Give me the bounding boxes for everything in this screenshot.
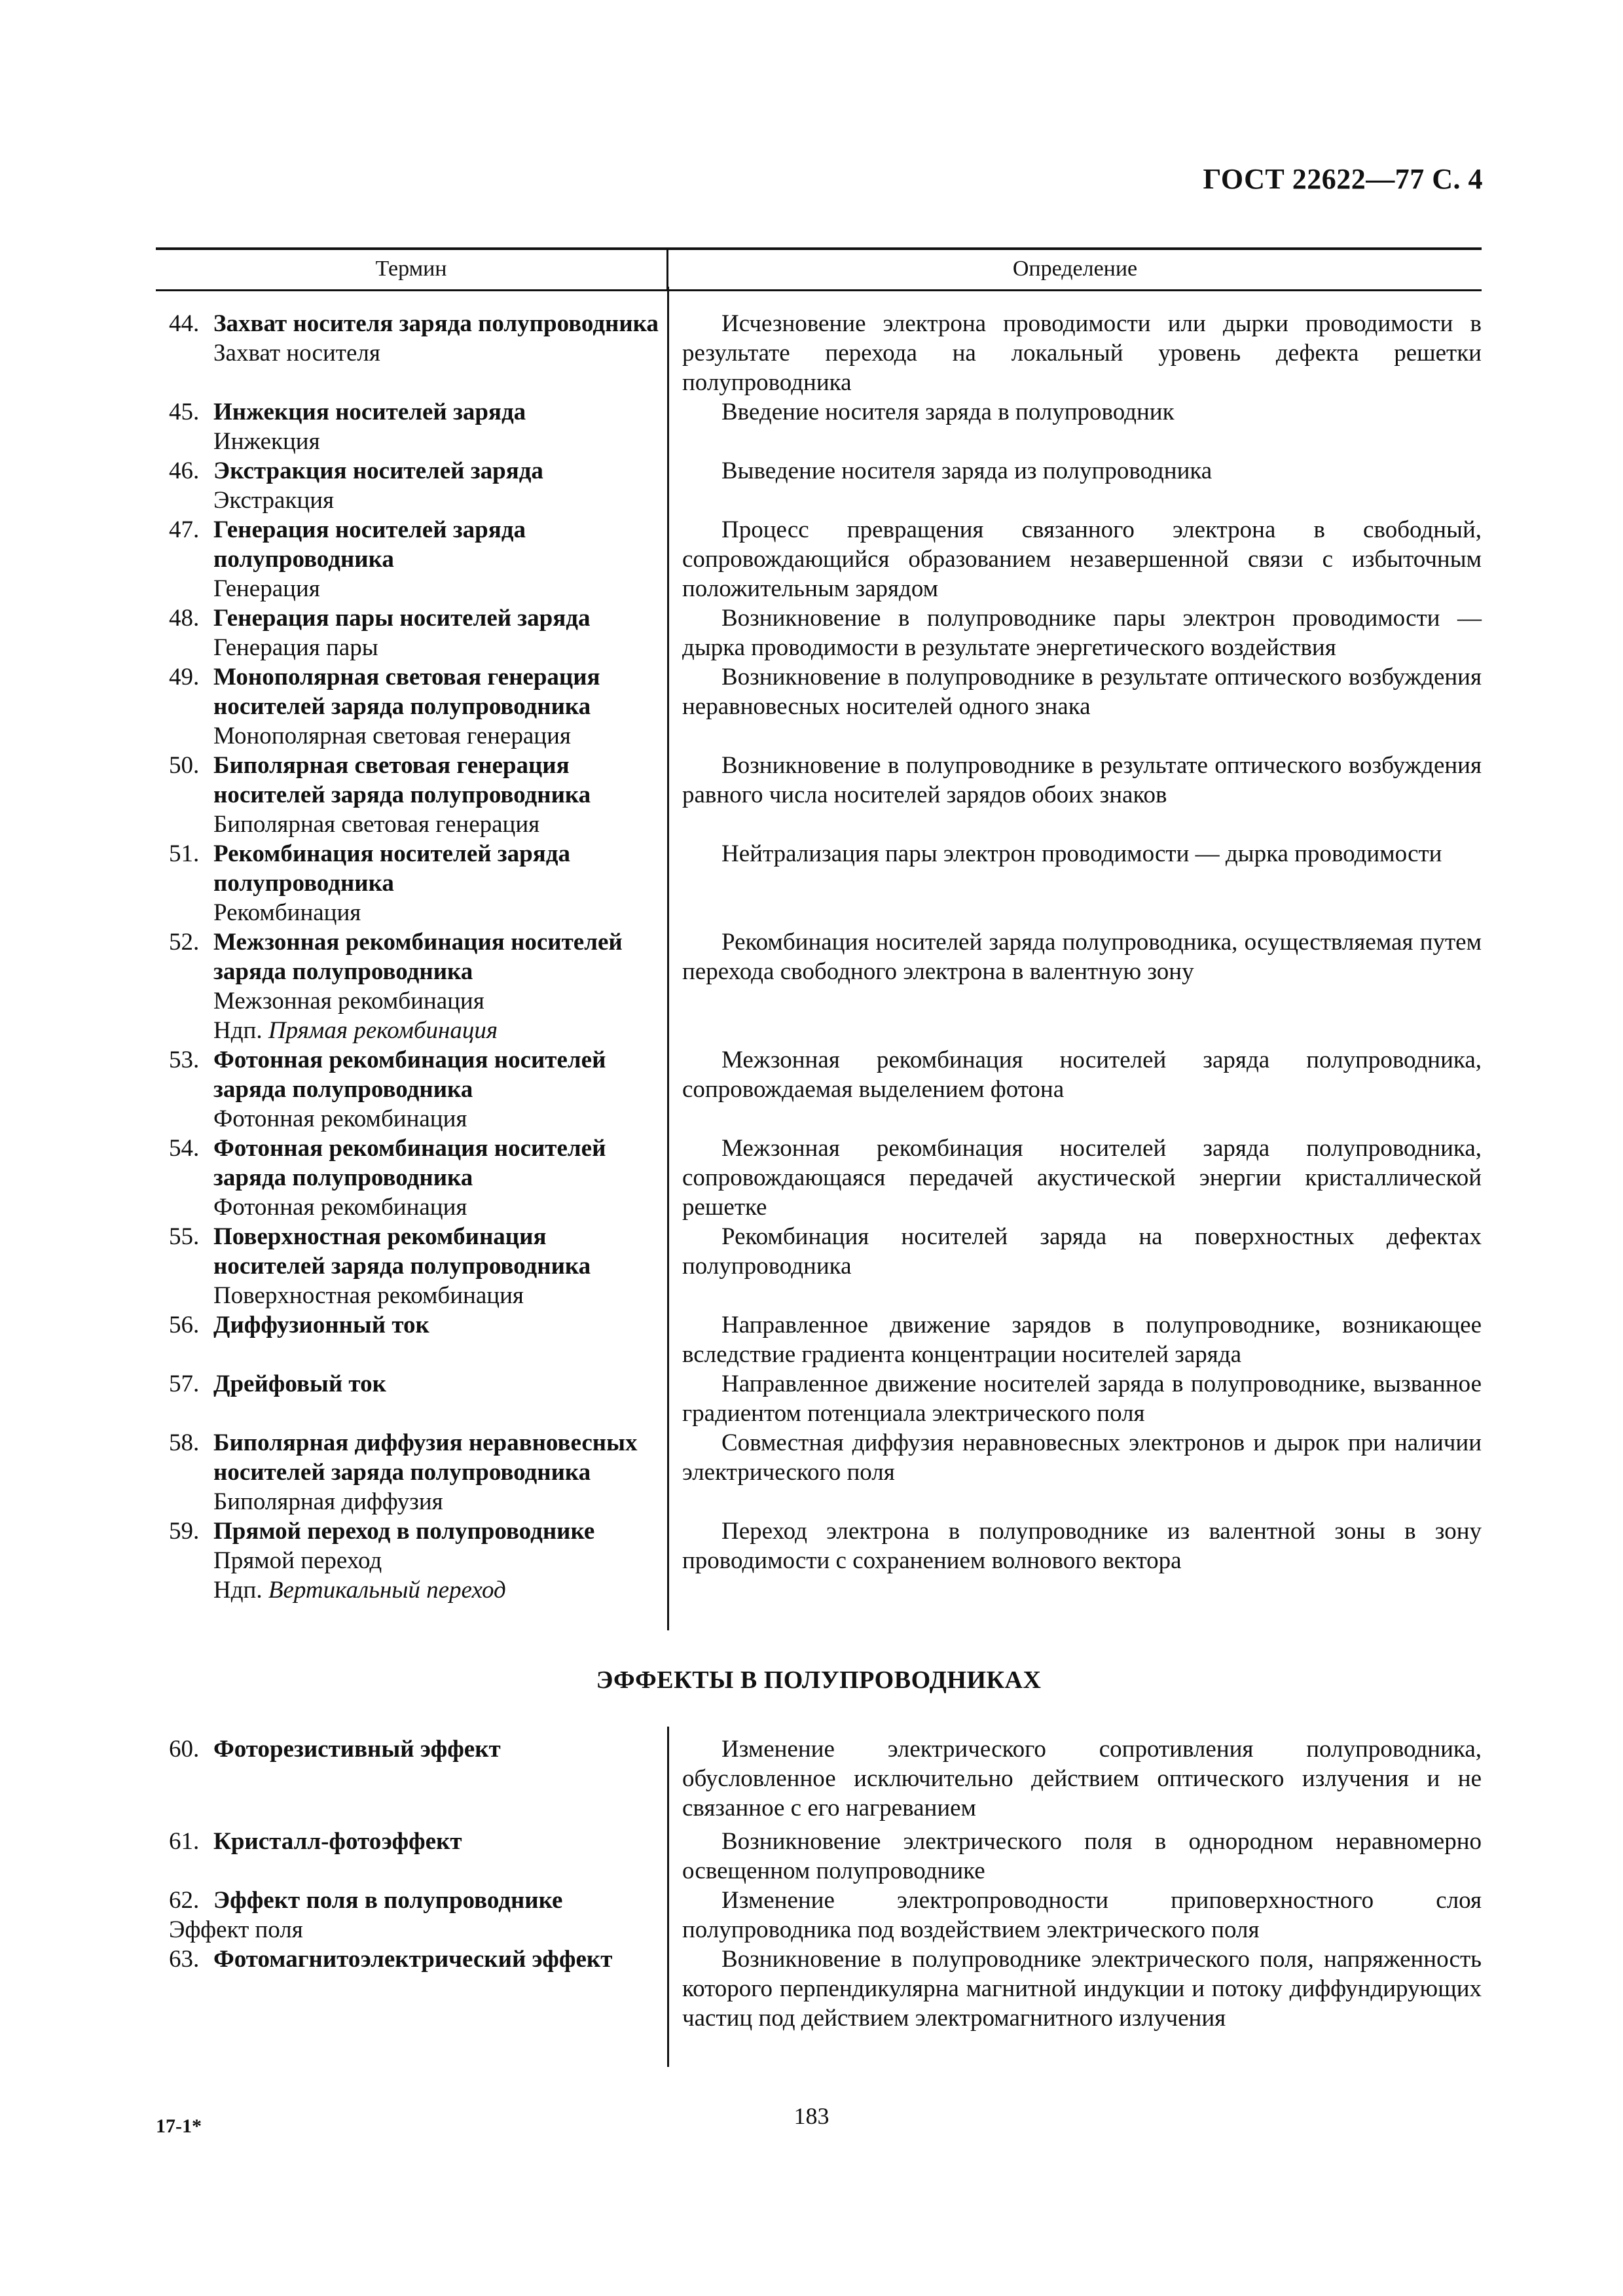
table-row — [156, 1310, 1482, 1369]
definition-cell — [666, 1134, 1482, 1222]
term-line — [169, 1886, 659, 1915]
definition-text: Нейтрализация пары электрон проводимости — дырка проводимости — [721, 840, 1442, 867]
table-row — [156, 927, 1482, 1045]
definition-text: Возникновение в полупроводнике в результате оптического возбуждения равного числа носителей зарядов обоих знаков — [682, 752, 1482, 808]
term-line — [169, 927, 659, 986]
section-title: ЭФФЕКТЫ В ПОЛУПРОВОДНИКАХ — [596, 1666, 1042, 1694]
definition-cell — [666, 603, 1482, 662]
table-row — [156, 1134, 1482, 1222]
term-number: 49. — [169, 664, 200, 691]
term-name: Поверхностная рекомбинация носителей заряда полупроводника — [213, 1223, 591, 1280]
term-line — [169, 1827, 659, 1856]
term-name: Монополярная световая генерация носителей заряда полупроводника — [213, 664, 600, 720]
table-row — [156, 1827, 1482, 1886]
definition-text: Возникновение в полупроводнике в результате оптического возбуждения неравновесных носителей одного знака — [682, 664, 1482, 720]
term-name: Генерация носителей заряда полупроводника — [213, 516, 526, 573]
document-header: ГОСТ 22622—77 С. 4 — [1203, 163, 1483, 195]
definition-text: Направленное движение носителей заряда в полупроводнике, вызванное градиентом потенциала электрического поля — [682, 1371, 1482, 1427]
term-name: Фотонная рекомбинация носителей заряда полупроводника — [213, 1047, 606, 1103]
terms-table — [156, 309, 1482, 1605]
term-number: 45. — [169, 399, 200, 425]
table-row — [156, 1222, 1482, 1310]
definition-cell — [666, 1369, 1482, 1428]
term-name: Прямой переход в полупроводнике — [213, 1518, 595, 1545]
table-row — [156, 515, 1482, 603]
definition-cell — [666, 927, 1482, 1045]
term-not-allowed — [169, 1016, 659, 1045]
term-name: Экстракция носителей заряда — [213, 457, 543, 484]
term-line — [169, 1428, 659, 1487]
term-synonym: Межзонная рекомбинация — [213, 988, 484, 1014]
term-synonym: Генерация — [213, 575, 320, 602]
definition-text: Направленное движение зарядов в полупроводнике, возникающее вследствие градиента концентрации носителей заряда — [682, 1312, 1482, 1368]
term-number: 44. — [169, 310, 200, 337]
definition-cell — [666, 751, 1482, 839]
definition-cell — [666, 397, 1482, 456]
column-header-definition: Определение — [1012, 257, 1138, 281]
table-row — [156, 397, 1482, 456]
term-line — [169, 1369, 659, 1399]
term-line — [169, 1222, 659, 1281]
term-line — [169, 397, 659, 427]
ndp-label: Ндп. — [213, 1577, 263, 1604]
term-cell — [156, 309, 666, 397]
definition-text: Возникновение электрического поля в однородном неравномерно освещенном полупроводнике — [682, 1828, 1482, 1884]
term-number: 58. — [169, 1429, 200, 1456]
definition-text: Рекомбинация носителей заряда на поверхностных дефектах полупроводника — [682, 1223, 1482, 1280]
term-cell — [156, 662, 666, 751]
table-row — [156, 1886, 1482, 1945]
term-synonym: Фотонная рекомбинация — [213, 1194, 467, 1221]
term-line — [169, 603, 659, 633]
table-row — [156, 603, 1482, 662]
term-number: 48. — [169, 605, 200, 632]
table-row — [156, 839, 1482, 927]
definition-cell — [666, 662, 1482, 751]
term-number: 60. — [169, 1736, 200, 1763]
term-line — [169, 662, 659, 721]
term-cell — [156, 1310, 666, 1369]
table-row — [156, 1045, 1482, 1134]
term-line — [169, 515, 659, 574]
term-number: 61. — [169, 1828, 200, 1855]
definition-cell — [666, 1222, 1482, 1310]
term-cell — [156, 1827, 666, 1886]
term-line — [169, 1045, 659, 1104]
definition-text: Исчезновение электрона проводимости или дырки проводимости в результате перехода на локальный уровень дефекта решетки полупроводника — [682, 310, 1482, 396]
term-name: Биполярная диффузия неравновесных носителей заряда полупроводника — [213, 1429, 638, 1486]
table-row — [156, 1516, 1482, 1605]
table-row — [156, 1428, 1482, 1516]
term-cell — [156, 1516, 666, 1605]
term-line — [169, 839, 659, 898]
definition-cell — [666, 1516, 1482, 1605]
term-line — [169, 1945, 659, 1974]
term-synonym: Биполярная диффузия — [213, 1488, 443, 1515]
definition-text: Процесс превращения связанного электрона в свободный, сопровождающийся образованием незавершенной связи с избыточным положительным зарядом — [682, 516, 1482, 602]
term-name: Фоторезистивный эффект — [213, 1736, 501, 1763]
term-number: 54. — [169, 1135, 200, 1162]
term-line — [169, 456, 659, 486]
ndp-label: Ндп. — [213, 1017, 263, 1044]
definition-text: Изменение электрического сопротивления полупроводника, обусловленное исключительно действием оптического излучения и не связанное с его нагреванием — [682, 1736, 1482, 1821]
term-cell — [156, 397, 666, 456]
term-name: Генерация пары носителей заряда — [213, 605, 591, 632]
term-synonym: Рекомбинация — [213, 899, 361, 926]
term-synonym: Монополярная световая генерация — [213, 723, 571, 749]
term-number: 47. — [169, 516, 200, 543]
term-synonym: Захват носителя — [213, 340, 380, 367]
term-synonym: Генерация пары — [213, 634, 378, 661]
ndp-term: Вертикальный переход — [268, 1577, 506, 1604]
term-synonym: Инжекция — [213, 428, 320, 455]
definition-text: Межзонная рекомбинация носителей заряда полупроводника, сопровождающаяся передачей акустической энергии кристаллической решетке — [682, 1135, 1482, 1221]
table-row — [156, 1734, 1482, 1823]
term-line — [169, 309, 659, 338]
term-number: 51. — [169, 840, 200, 867]
term-name: Эффект поля в полупроводнике — [213, 1887, 563, 1914]
term-cell — [156, 1886, 666, 1945]
definition-text: Возникновение в полупроводнике электрического поля, напряженность которого перпендикулярна магнитной индукции и потоку диффундирующих частиц под действием электромагнитного излучения — [682, 1946, 1482, 2032]
term-synonym: Прямой переход — [213, 1547, 382, 1574]
footer-code: 17-1* — [156, 2115, 202, 2137]
definition-cell — [666, 1310, 1482, 1369]
term-number: 57. — [169, 1371, 200, 1397]
term-line — [169, 1134, 659, 1193]
definition-cell — [666, 1734, 1482, 1823]
term-number: 56. — [169, 1312, 200, 1338]
term-synonym: Фотонная рекомбинация — [213, 1105, 467, 1132]
term-cell — [156, 1734, 666, 1823]
term-number: 53. — [169, 1047, 200, 1073]
table-row — [156, 662, 1482, 751]
definition-cell — [666, 515, 1482, 603]
term-cell — [156, 603, 666, 662]
definition-text: Возникновение в полупроводнике пары электрон проводимости — дырка проводимости в результате энергетического воздействия — [682, 605, 1482, 661]
term-cell — [156, 927, 666, 1045]
term-name: Захват носителя заряда полупроводника — [213, 310, 659, 337]
term-line — [169, 1310, 659, 1340]
term-name: Рекомбинация носителей заряда полупроводника — [213, 840, 570, 897]
term-number: 59. — [169, 1518, 200, 1545]
definition-cell — [666, 1428, 1482, 1516]
term-name: Межзонная рекомбинация носителей заряда полупроводника — [213, 929, 623, 985]
term-synonym: Экстракция — [213, 487, 335, 514]
definition-cell — [666, 309, 1482, 397]
term-cell — [156, 1945, 666, 2033]
term-line — [169, 751, 659, 810]
term-name: Биполярная световая генерация носителей заряда полупроводника — [213, 752, 591, 808]
term-synonym: Биполярная световая генерация — [213, 811, 540, 838]
definition-text: Рекомбинация носителей заряда полупроводника, осуществляемая путем перехода свободного электрона в валентную зону — [682, 929, 1482, 985]
ndp-term: Прямая рекомбинация — [268, 1017, 498, 1044]
definition-cell — [666, 1886, 1482, 1945]
term-number: 52. — [169, 929, 200, 956]
term-number: 55. — [169, 1223, 200, 1250]
term-name: Диффузионный ток — [213, 1312, 429, 1338]
term-cell — [156, 751, 666, 839]
term-cell — [156, 515, 666, 603]
term-name: Фотомагнитоэлектрический эффект — [213, 1946, 613, 1973]
definition-text: Изменение электропроводности приповерхностного слоя полупроводника под воздействием электрического поля — [682, 1887, 1482, 1943]
table-row — [156, 1945, 1482, 2033]
definition-cell — [666, 456, 1482, 515]
table-row — [156, 1369, 1482, 1428]
term-cell — [156, 456, 666, 515]
term-name: Фотонная рекомбинация носителей заряда полупроводника — [213, 1135, 606, 1191]
definition-text: Межзонная рекомбинация носителей заряда полупроводника, сопровождаемая выделением фотона — [682, 1047, 1482, 1103]
definition-text: Совместная диффузия неравновесных электронов и дырок при наличии электрического поля — [682, 1429, 1482, 1486]
term-not-allowed — [169, 1575, 659, 1605]
definition-cell — [666, 1945, 1482, 2033]
definition-text: Выведение носителя заряда из полупроводника — [721, 457, 1213, 484]
term-name: Дрейфовый ток — [213, 1371, 386, 1397]
term-number: 62. — [169, 1887, 200, 1914]
page-number: 183 — [793, 2103, 830, 2129]
definition-cell — [666, 1827, 1482, 1886]
term-cell — [156, 1369, 666, 1428]
term-cell — [156, 1134, 666, 1222]
definition-text: Введение носителя заряда в полупроводник — [721, 399, 1175, 425]
term-name: Кристалл-фотоэффект — [213, 1828, 462, 1855]
term-cell — [156, 839, 666, 927]
term-cell — [156, 1222, 666, 1310]
term-synonym: Эффект поля — [169, 1916, 303, 1943]
term-cell — [156, 1045, 666, 1134]
table-row — [156, 309, 1482, 397]
definition-cell — [666, 839, 1482, 927]
column-header-term: Термин — [156, 250, 668, 289]
table-header — [156, 247, 1482, 291]
term-cell — [156, 1428, 666, 1516]
definition-text: Переход электрона в полупроводнике из валентной зоны в зону проводимости с сохранением волнового вектора — [682, 1518, 1482, 1574]
table-row — [156, 751, 1482, 839]
table-row — [156, 456, 1482, 515]
term-number: 63. — [169, 1946, 200, 1973]
term-line — [169, 1516, 659, 1546]
definition-cell — [666, 1045, 1482, 1134]
term-name: Инжекция носителей заряда — [213, 399, 526, 425]
term-synonym: Поверхностная рекомбинация — [213, 1282, 524, 1309]
term-number: 46. — [169, 457, 200, 484]
term-number: 50. — [169, 752, 200, 779]
terms-table-effects — [156, 1734, 1482, 2033]
term-line — [169, 1734, 659, 1764]
